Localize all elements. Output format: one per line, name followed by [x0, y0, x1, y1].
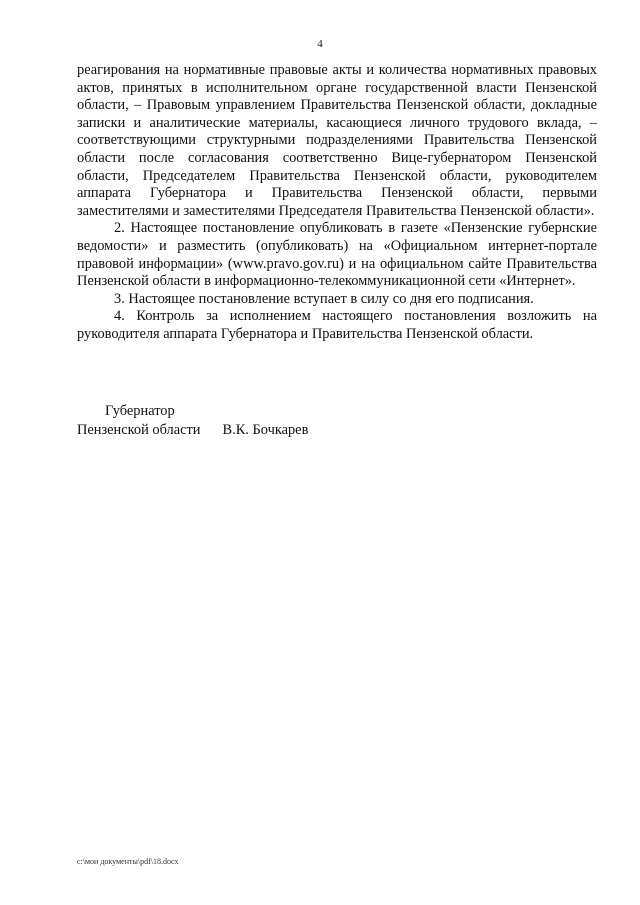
paragraph-item-3: 3. Настоящее постановление вступает в силу со дня его подписания.: [114, 290, 534, 307]
document-body: [77, 62, 597, 344]
signatory-title-line2: Пензенской области: [77, 422, 201, 438]
footer-file-path: c:\мои документы\pdf\18.docx: [77, 857, 179, 866]
signatory-row: [77, 421, 308, 440]
paragraph-item-4: 4. Контроль за исполнением настоящего постановления возложить на руководителя аппарата Губернатора и Правительства Пензенской области.: [77, 308, 597, 342]
signatory-title-line1: Губернатор: [105, 403, 175, 419]
paragraph-continuation: реагирования на нормативные правовые акты и количества нормативных правовых актов, принятых в исполнительном органе государственной власти Пензенской области, – Правовым управлением Правительства Пензенской области, докладные записки и аналитические материалы, касающиеся личного трудового вклада, – соответствующими структурными подразделениями Правительства Пензенской области после согласования соответственно Вице-губернатором Пензенской области, Председателем Правительства Пензенской области, руководителем аппарата Губернатора и Правительства Пензенской области, первыми заместителями и заместителями Председателя Правительства Пензенской области».: [77, 62, 597, 219]
paragraph-item-2: 2. Настоящее постановление опубликовать в газете «Пензенские губернские ведомости» и разместить (опубликовать) на «Официальном интернет-портале правовой информации» (www.pravo.gov.ru) и на официальном сайте Правительства Пензенской области в информационно-телекоммуникационной сети «Интернет».: [77, 220, 597, 290]
signatory-name: В.К. Бочкарев: [222, 422, 309, 438]
signature-block: [77, 402, 308, 440]
page-number: 4: [317, 38, 323, 50]
